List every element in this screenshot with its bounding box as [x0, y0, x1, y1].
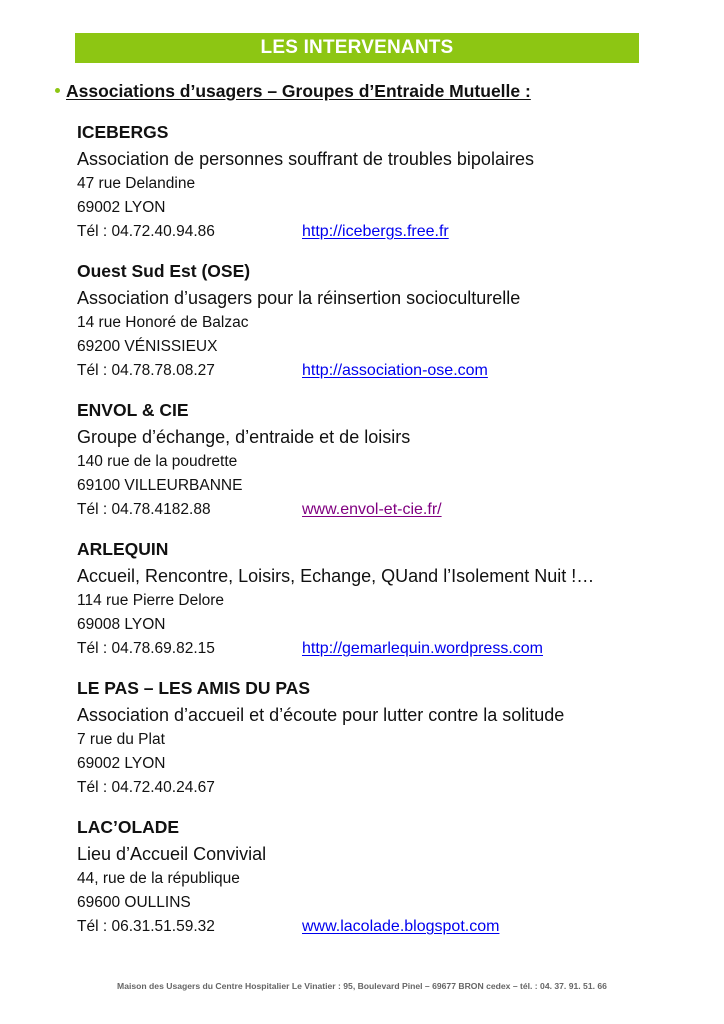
organization-contact-row	[77, 359, 677, 383]
organization-list	[77, 118, 677, 952]
organization-description: Groupe d’échange, d’entraide et de loisirs	[77, 427, 411, 447]
organization-name: LAC’OLADE	[77, 817, 180, 837]
organization-city: 69600 OULLINS	[77, 894, 191, 911]
organization-name: Ouest Sud Est (OSE)	[77, 261, 251, 281]
organization-phone: Tél : 04.78.69.82.15	[77, 640, 215, 657]
organization-name: LE PAS – LES AMIS DU PAS	[77, 678, 311, 698]
footer-text: Maison des Usagers du Centre Hospitalier Le Vinatier : 95, Boulevard Pinel – 69677 BRON cedex – tél. : 04. 37. 91. 51. 66	[117, 981, 607, 991]
bullet-icon	[55, 88, 60, 93]
organization-description: Accueil, Rencontre, Loisirs, Echange, QUand l’Isolement Nuit !…	[77, 566, 595, 586]
organization-entry	[77, 257, 677, 396]
banner-title: LES INTERVENANTS	[260, 37, 454, 58]
section-heading-text: Associations d’usagers – Groupes d’Entraide Mutuelle :	[66, 81, 531, 101]
organization-entry	[77, 118, 677, 257]
organization-contact-row	[77, 498, 677, 522]
organization-contact-row	[77, 637, 677, 661]
organization-website-link[interactable]: http://association-ose.com	[302, 362, 488, 379]
organization-contact-row	[77, 915, 677, 939]
organization-phone: Tél : 04.72.40.94.86	[77, 223, 215, 240]
organization-website-link[interactable]: http://gemarlequin.wordpress.com	[302, 640, 543, 657]
organization-description: Association d’accueil et d’écoute pour lutter contre la solitude	[77, 705, 565, 725]
organization-city: 69008 LYON	[77, 616, 166, 633]
organization-website-link[interactable]: http://icebergs.free.fr	[302, 223, 449, 240]
organization-street: 7 rue du Plat	[77, 731, 165, 748]
organization-street: 14 rue Honoré de Balzac	[77, 314, 249, 331]
organization-name: ARLEQUIN	[77, 539, 169, 559]
organization-street: 114 rue Pierre Delore	[77, 592, 225, 609]
section-heading	[55, 79, 531, 103]
organization-name: ENVOL & CIE	[77, 400, 189, 420]
organization-city: 69200 VÉNISSIEUX	[77, 338, 218, 355]
organization-street: 44, rue de la république	[77, 870, 240, 887]
organization-contact-row	[77, 220, 677, 244]
organization-street: 140 rue de la poudrette	[77, 453, 238, 470]
organization-city: 69100 VILLEURBANNE	[77, 477, 243, 494]
organization-website-link[interactable]: www.envol-et-cie.fr/	[302, 501, 442, 518]
organization-description: Association d’usagers pour la réinsertion socioculturelle	[77, 288, 521, 308]
organization-phone: Tél : 04.78.78.08.27	[77, 362, 215, 379]
organization-city: 69002 LYON	[77, 755, 166, 772]
organization-contact-row	[77, 776, 677, 800]
organization-entry	[77, 396, 677, 535]
organization-name: ICEBERGS	[77, 122, 169, 142]
organization-description: Lieu d’Accueil Convivial	[77, 844, 267, 864]
organization-website-link[interactable]: www.lacolade.blogspot.com	[302, 918, 500, 935]
organization-street: 47 rue Delandine	[77, 175, 196, 192]
organization-entry	[77, 674, 677, 813]
organization-entry	[77, 535, 677, 674]
organization-description: Association de personnes souffrant de troubles bipolaires	[77, 149, 534, 169]
organization-phone: Tél : 04.78.4182.88	[77, 501, 211, 518]
page-banner	[75, 33, 639, 63]
organization-entry	[77, 813, 677, 952]
organization-phone: Tél : 06.31.51.59.32	[77, 918, 215, 935]
organization-phone: Tél : 04.72.40.24.67	[77, 779, 215, 796]
page-footer	[0, 981, 724, 991]
organization-city: 69002 LYON	[77, 199, 166, 216]
